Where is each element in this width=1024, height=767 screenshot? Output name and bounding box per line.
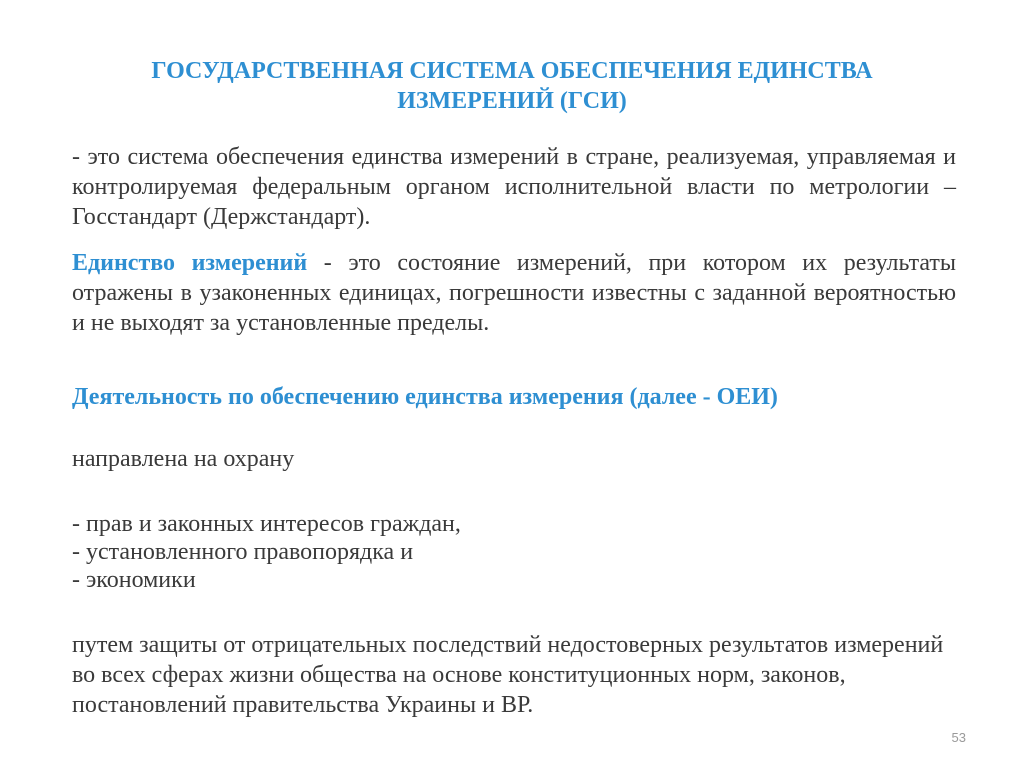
activity-heading: Деятельность по обеспечению единства измерения (далее - ОЕИ) — [72, 384, 778, 410]
list-item: - прав и законных интересов граждан, — [72, 511, 461, 537]
unity-definition: - это состояние измерений, при котором их результаты отражены в узаконенных единицах, погрешности известны с заданной вероятностью и не выходят за установленные пределы. — [72, 250, 956, 336]
list-item: - установленного правопорядка и — [72, 539, 414, 565]
unity-definition-paragraph — [72, 248, 956, 338]
directed-text: направлена на охрану — [72, 446, 295, 472]
title-line-1: ГОСУДАРСТВЕННАЯ СИСТЕМА ОБЕСПЕЧЕНИЯ ЕДИНСТВА — [151, 58, 873, 84]
list-item: - экономики — [72, 567, 196, 593]
protection-list — [72, 510, 461, 594]
gsi-definition: - это система обеспечения единства измерений в стране, реализуемая, управляемая и контролируемая федеральным органом исполнительной власти по метрологии – Госстандарт (Держстандарт). — [72, 144, 956, 230]
slide-title — [60, 56, 964, 116]
title-line-2: ИЗМЕРЕНИЙ (ГСИ) — [397, 88, 627, 114]
conclusion-paragraph: путем защиты от отрицательных последствий недостоверных результатов измерений во всех сферах жизни общества на основе конституционных норм, законов, постановлений правительства Украины и ВР. — [72, 632, 944, 718]
unity-term: Единство измерений — [72, 250, 308, 276]
page-number: 53 — [951, 730, 966, 745]
